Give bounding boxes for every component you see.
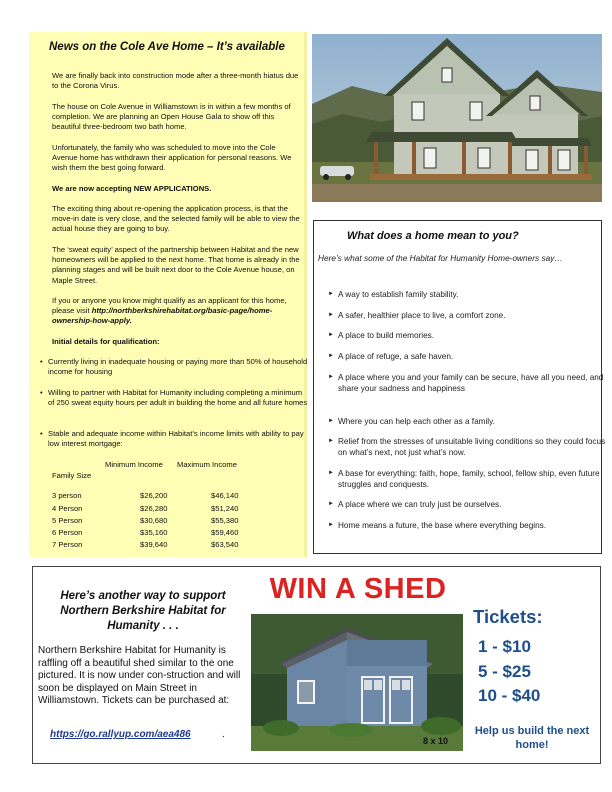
- ticket-price: 10 - $40: [478, 686, 541, 705]
- list-item-text: A place where you and your family can be secure, have all you need, and share your sadness and happiness: [338, 373, 604, 393]
- bullet-icon: •: [40, 357, 43, 366]
- list-item-text: A place to build memories.: [338, 331, 435, 340]
- house-photo: [312, 34, 602, 202]
- table-cell: 6 Person: [52, 528, 83, 537]
- arrow-bullet-icon: ►: [328, 470, 334, 476]
- table-cell: $59,460: [211, 528, 239, 537]
- list-item: [328, 310, 610, 321]
- bullet-icon: •: [40, 429, 43, 438]
- news-title: News on the Cole Ave Home – It’s available: [49, 41, 285, 53]
- list-item-text: A way to establish family stability.: [338, 290, 459, 299]
- news-paragraph-7: [52, 296, 300, 327]
- arrow-bullet-icon: ►: [328, 332, 334, 338]
- list-item: [328, 499, 610, 510]
- news-paragraph-2: The house on Cole Avenue in Williamstown is in within a few months of completion. We are planning an Open House Gala to show off this beautiful three-bedroom two bath home.: [52, 102, 291, 132]
- list-item-text: A base for everything: faith, hope, family, school, fellow ship, even future struggles and conquests.: [338, 469, 600, 489]
- bullet-text: Currently living in inadequate housing or paying more than 50% of household income for housing: [48, 357, 308, 377]
- qualification-title: Initial details for qualification:: [52, 337, 160, 346]
- help-build-text: Help us build the next home!: [474, 725, 590, 751]
- table-cell: 7 Person: [52, 540, 83, 549]
- table-cell: $63,540: [211, 540, 239, 549]
- tickets-title: Tickets:: [473, 606, 543, 627]
- table-header-minimum: Minimum Income: [105, 460, 163, 469]
- table-cell: $35,160: [140, 528, 168, 537]
- list-item-text: A place where we can truly just be ourselves.: [338, 500, 502, 509]
- table-cell: $30,680: [140, 516, 168, 525]
- list-item: [328, 330, 610, 341]
- raffle-body: Northern Berkshire Habitat for Humanity is raffling off a beautiful shed similar to the one pictured. It is now under con-struction and will soon be displayed on Main Street in Williamstown. Tickets can be purchased at:: [38, 645, 241, 707]
- list-item: [328, 372, 610, 394]
- list-item-text: A place of refuge, a safe haven.: [338, 352, 454, 361]
- shed-photo: [251, 614, 463, 751]
- ticket-price: 5 - $25: [478, 662, 531, 681]
- list-item: [328, 416, 610, 427]
- table-header-family-size: Family Size: [52, 471, 92, 480]
- qualification-bullet: [40, 357, 310, 377]
- list-item-text: Relief from the stresses of unsuitable living conditions so they could focus on what’s next, not just what’s now.: [338, 437, 606, 457]
- win-a-shed-banner: WIN A SHED: [269, 573, 447, 605]
- bullet-text: Willing to partner with Habitat for Humanity including completing a minimum of 250 sweat equity hours per adult in building the home and all future homes: [48, 388, 308, 408]
- arrow-bullet-icon: ►: [328, 501, 334, 507]
- table-cell: 4 Person: [52, 504, 83, 513]
- qualification-bullet: [40, 429, 310, 449]
- table-cell: $46,140: [211, 491, 239, 500]
- news-paragraph-5: The exciting thing about re-opening the application process, is that the move-in date is very close, and the selected family will be able to view the actual house they are going to buy.: [52, 204, 300, 234]
- table-cell: 5 Person: [52, 516, 83, 525]
- table-cell: $55,380: [211, 516, 239, 525]
- arrow-bullet-icon: ►: [328, 522, 334, 528]
- apply-link[interactable]: http://northberkshirehabitat.org/basic-page/home-ownership-how-apply.: [52, 306, 273, 326]
- list-item: [328, 520, 610, 531]
- news-paragraph-6: The ‘sweat equity’ aspect of the partnership between Habitat and the new homeowners will be applied to the next home. That home is already in the planning stages and will be built next door to the Cole Avenue house, on Maple Street.: [52, 245, 300, 285]
- news-panel-edge: [304, 32, 307, 557]
- arrow-bullet-icon: ►: [328, 353, 334, 359]
- table-cell: $39,640: [140, 540, 168, 549]
- arrow-bullet-icon: ►: [328, 438, 334, 444]
- list-item-text: Home means a future, the base where everything begins.: [338, 521, 546, 530]
- table-cell: $26,280: [140, 504, 168, 513]
- apply-text: If you or anyone you know might qualify as an applicant for this home, please visit: [52, 296, 287, 316]
- list-item: [328, 468, 610, 490]
- raffle-link-suffix: .: [222, 729, 225, 740]
- bullet-text: Stable and adequate income within Habitat’s income limits with ability to pay low interest mortgage:: [48, 429, 304, 449]
- testimony-title: What does a home mean to you?: [347, 230, 519, 242]
- qualification-bullet: [40, 388, 310, 408]
- news-paragraph-4: We are now accepting NEW APPLICATIONS.: [52, 184, 212, 193]
- table-header-maximum: Maximum Income: [177, 460, 237, 469]
- testimony-intro: Here’s what some of the Habitat for Humanity Home-owners say…: [318, 253, 563, 263]
- list-item: [328, 351, 610, 362]
- arrow-bullet-icon: ►: [328, 312, 334, 318]
- list-item: [328, 436, 610, 458]
- table-cell: $26,200: [140, 491, 168, 500]
- shed-size-label: 8 x 10: [423, 736, 449, 746]
- news-paragraph-1: We are finally back into construction mode after a three-month hiatus due to the Corona Virus.: [52, 71, 299, 91]
- table-cell: 3 person: [52, 491, 82, 500]
- table-cell: $51,240: [211, 504, 239, 513]
- raffle-link[interactable]: https://go.rallyup.com/aea486: [50, 729, 191, 740]
- bullet-icon: •: [40, 388, 43, 397]
- raffle-heading: Here’s another way to support Northern Berkshire Habitat for Humanity . . .: [60, 590, 226, 632]
- arrow-bullet-icon: ►: [328, 374, 334, 380]
- arrow-bullet-icon: ►: [328, 418, 334, 424]
- list-item-text: Where you can help each other as a family.: [338, 417, 495, 426]
- arrow-bullet-icon: ►: [328, 291, 334, 297]
- ticket-price: 1 - $10: [478, 637, 531, 656]
- news-paragraph-3: Unfortunately, the family who was scheduled to move into the Cole Avenue home has withdrawn their application for personal reasons. We wish them the best going forward.: [52, 143, 292, 173]
- list-item: [328, 289, 610, 300]
- list-item-text: A safer, healthier place to live, a comfort zone.: [338, 311, 506, 320]
